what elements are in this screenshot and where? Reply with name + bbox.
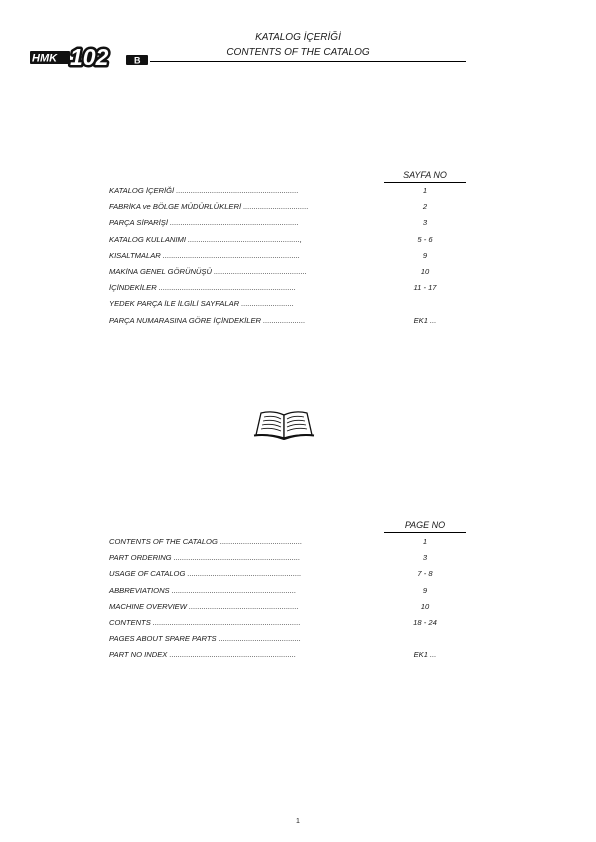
toc-entry-title: PART NO INDEX ............................................................ <box>109 650 297 660</box>
toc-entry[interactable] <box>109 283 466 299</box>
toc-entry-page: 11 - 17 <box>413 283 437 293</box>
toc-entry-title: MAKİNA GENEL GÖRÜNÜŞÜ ............................................ <box>109 266 307 276</box>
toc-list-tr <box>109 186 466 332</box>
toc-entry[interactable] <box>109 537 466 553</box>
toc-entry-title: KATALOG KULLANIMI ....................................................., <box>109 234 302 244</box>
toc-entry[interactable] <box>109 602 466 618</box>
toc-entry-title: CONTENTS OF THE CATALOG ....................................... <box>109 537 303 546</box>
sayfa-no-rule <box>384 182 466 183</box>
toc-entry-page: 9 <box>422 585 428 595</box>
toc-entry-title: CONTENTS ...................................................................... <box>109 617 301 627</box>
toc-entry[interactable] <box>109 316 466 332</box>
header-title-en: CONTENTS OF THE CATALOG <box>226 47 370 58</box>
toc-entry-page: 9 <box>422 250 428 260</box>
page-number: 1 <box>296 818 300 825</box>
toc-entry-title: MACHINE OVERVIEW .................................................... <box>109 601 299 611</box>
toc-entry-page: 10 <box>420 266 430 276</box>
toc-entry-page: 7 - 8 <box>417 569 433 579</box>
toc-entry-title: YEDEK PARÇA İLE İLGİLİ SAYFALAR ......................... <box>109 299 294 309</box>
toc-entry-page: 18 - 24 <box>413 617 437 627</box>
toc-entry-title: ABBREVIATIONS ........................................................... <box>109 585 297 595</box>
hmk-102b-logo <box>30 46 152 68</box>
toc-entry-title: FABRİKA ve BÖLGE MÜDÜRLÜKLERİ ............................... <box>109 202 309 212</box>
toc-entry[interactable] <box>109 553 466 569</box>
toc-entry-page: 2 <box>422 202 428 212</box>
toc-entry[interactable] <box>109 251 466 267</box>
toc-entry-title: PARÇA NUMARASINA GÖRE İÇİNDEKİLER .................... <box>109 315 306 325</box>
toc-entry[interactable] <box>109 618 466 634</box>
toc-entry-page: EK1 ... <box>413 650 437 660</box>
header-rule <box>150 61 466 62</box>
svg-text:B: B <box>134 55 141 66</box>
toc-entry-title: KISALTMALAR ................................................................. <box>109 250 301 260</box>
svg-text:102: 102 <box>70 46 109 68</box>
header-title-tr: KATALOG İÇERİĞİ <box>255 32 341 43</box>
page-no-rule <box>384 532 466 533</box>
svg-text:HMK: HMK <box>32 52 58 65</box>
toc-entry-title: İÇİNDEKİLER ................................................................. <box>109 283 296 293</box>
toc-list-en <box>109 537 466 667</box>
sayfa-no-heading: SAYFA NO <box>403 170 447 180</box>
toc-entry[interactable] <box>109 650 466 666</box>
toc-entry-page: 1 <box>422 186 428 195</box>
toc-entry[interactable] <box>109 267 466 283</box>
toc-entry[interactable] <box>109 186 466 202</box>
toc-entry-title: PARÇA SİPARİŞİ ............................................................. <box>109 218 299 228</box>
toc-entry-title: USAGE OF CATALOG ...................................................... <box>109 569 302 579</box>
toc-entry-title: PART ORDERING ............................................................ <box>109 553 301 563</box>
toc-entry-page: 3 <box>422 218 428 228</box>
toc-entry-page: EK1 ... <box>413 315 437 325</box>
toc-entry-page: 3 <box>422 553 428 563</box>
toc-entry[interactable] <box>109 299 466 315</box>
toc-entry-title: KATALOG İÇERİĞİ .......................................................... <box>109 186 299 195</box>
toc-entry-title: PAGES ABOUT SPARE PARTS ....................................... <box>109 634 301 644</box>
open-book-icon <box>253 410 315 440</box>
toc-entry-page: 10 <box>420 601 430 611</box>
toc-entry[interactable] <box>109 235 466 251</box>
toc-entry[interactable] <box>109 218 466 234</box>
toc-entry[interactable] <box>109 569 466 585</box>
toc-entry[interactable] <box>109 634 466 650</box>
toc-entry-page: 5 - 6 <box>417 234 433 244</box>
toc-entry-page: 1 <box>422 537 428 546</box>
page-no-heading: PAGE NO <box>404 520 446 530</box>
toc-entry[interactable] <box>109 202 466 218</box>
toc-entry[interactable] <box>109 586 466 602</box>
